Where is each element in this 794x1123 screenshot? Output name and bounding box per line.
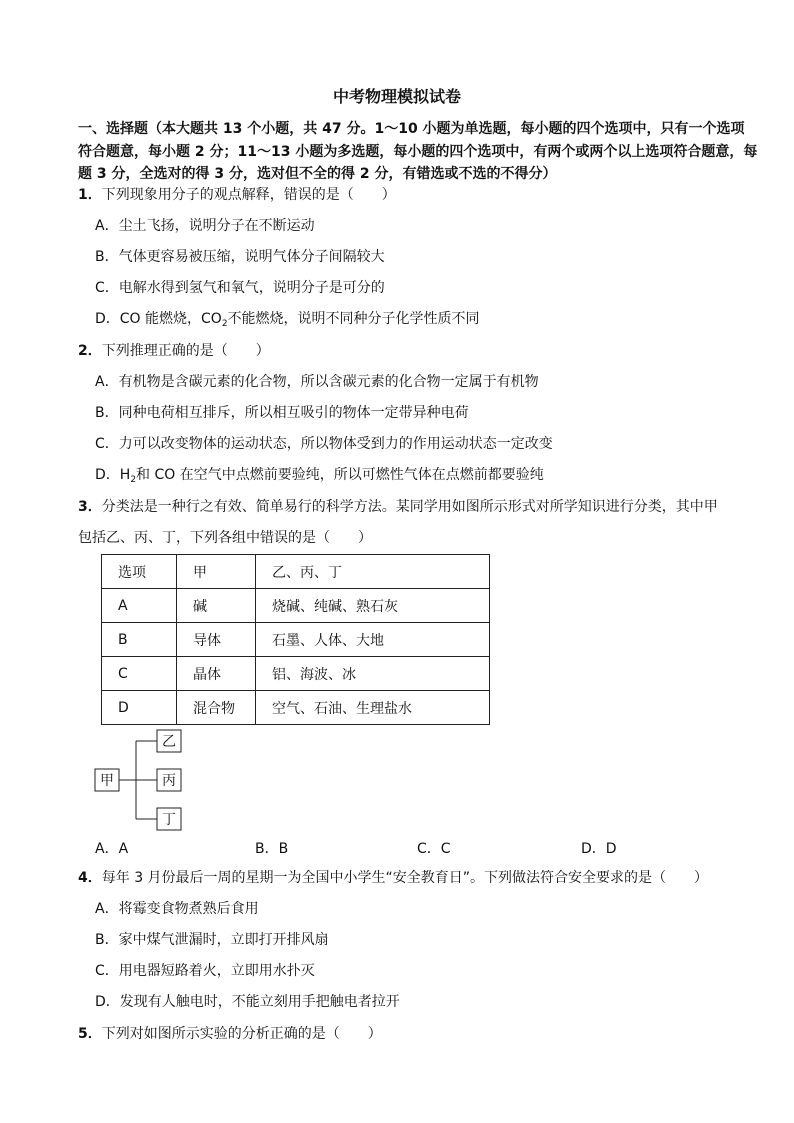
question-number: 4．: [78, 870, 102, 886]
question-3: [78, 497, 718, 517]
diagram-root-label: 甲: [100, 773, 114, 789]
option-text: D．CO 能燃烧，CO: [95, 311, 222, 327]
question-stem: 分类法是一种行之有效、简单易行的科学方法。某同学用如图所示形式对所学知识进行分类，其中甲: [101, 499, 718, 515]
q3-option-a: A．A: [95, 841, 129, 857]
table-cell: 碱: [177, 589, 256, 623]
table-row: [102, 623, 490, 657]
q1-option-d: [95, 309, 480, 334]
q2-option-a: A．有机物是含碳元素的化合物，所以含碳元素的化合物一定属于有机物: [95, 374, 539, 390]
question-number: 3．: [78, 499, 102, 515]
table-row: [102, 589, 490, 623]
section-heading: 一、选择题（本大题共 13 个小题，共 47 分。1～10 小题为单选题，每小题的四个选项中，只有一个选项符合题意，每小题 2 分；11～13 小题为多选题，每小题的四个选项中，有两个或两个以上选项符合题意，每题 3 分，全选对的得 3 分，选对但不全的得 2 分，有错选或不选的不得分）: [78, 121, 758, 182]
question-stem: 下列推理正确的是（ ）: [101, 343, 270, 359]
option-text: 不能燃烧，说明不同种分子化学性质不同: [227, 311, 480, 327]
subscript: 2: [221, 319, 228, 329]
q1-option-b: B．气体更容易被压缩，说明气体分子间隔较大: [95, 249, 385, 265]
question-number: 2．: [78, 343, 102, 359]
question-3-stem-line2: 包括乙、丙、丁，下列各组中错误的是（ ）: [78, 530, 372, 546]
q4-option-a: A．将霉变食物煮熟后食用: [95, 901, 259, 917]
q4-option-b: B．家中煤气泄漏时，立即打开排风扇: [95, 932, 329, 948]
q3-option-c: C．C: [417, 841, 451, 857]
option-text: 和 CO 在空气中点燃前要验纯，所以可燃性气体在点燃前都要验纯: [136, 467, 544, 483]
table-cell: 导体: [177, 623, 256, 657]
table-row: [102, 691, 490, 725]
question-1: [78, 185, 396, 205]
diagram-child-label: 乙: [162, 734, 176, 750]
table-cell: 烧碱、纯碱、熟石灰: [256, 589, 490, 623]
q4-option-d: D．发现有人触电时，不能立刻用手把触电者拉开: [95, 994, 400, 1010]
table-cell: 晶体: [177, 657, 256, 691]
diagram-child-label: 丁: [162, 812, 176, 828]
q2-option-c: C．力可以改变物体的运动状态，所以物体受到力的作用运动状态一定改变: [95, 436, 553, 452]
table-cell: B: [102, 623, 177, 657]
diagram-child-label: 丙: [162, 773, 176, 789]
q2-option-b: B．同种电荷相互排斥，所以相互吸引的物体一定带异种电荷: [95, 405, 469, 421]
table-header-cell: 选项: [102, 555, 177, 589]
question-4: [78, 868, 708, 888]
q3-option-b: B．B: [255, 841, 289, 857]
question-2: [78, 341, 270, 361]
table-cell: 石墨、人体、大地: [256, 623, 490, 657]
table-row: [102, 657, 490, 691]
table-cell: 铝、海波、冰: [256, 657, 490, 691]
question-5: [78, 1024, 382, 1044]
classification-table: [101, 554, 490, 725]
table-cell: D: [102, 691, 177, 725]
page-title: 中考物理模拟试卷: [332, 87, 461, 106]
table-cell: 混合物: [177, 691, 256, 725]
question-number: 1．: [78, 187, 102, 203]
table-header-row: [102, 555, 490, 589]
question-stem: 下列现象用分子的观点解释，错误的是（ ）: [101, 187, 396, 203]
question-stem: 每年 3 月份最后一周的星期一为全国中小学生“安全教育日”。下列做法符合安全要求的是（ ）: [101, 870, 709, 886]
q2-option-d: [95, 465, 544, 490]
question-number: 5．: [78, 1026, 102, 1042]
table-header-cell: 乙、丙、丁: [256, 555, 490, 589]
q3-option-d: D．D: [581, 841, 617, 857]
table-cell: 空气、石油、生理盐水: [256, 691, 490, 725]
question-stem: 下列对如图所示实验的分析正确的是（ ）: [101, 1026, 382, 1042]
option-text: D．H: [95, 467, 131, 483]
table-cell: C: [102, 657, 177, 691]
q1-option-c: C．电解水得到氢气和氧气，说明分子是可分的: [95, 280, 385, 296]
q4-option-c: C．用电器短路着火，立即用水扑灭: [95, 963, 315, 979]
q1-option-a: A．尘土飞扬，说明分子在不断运动: [95, 218, 315, 234]
table-cell: A: [102, 589, 177, 623]
subscript: 2: [130, 475, 137, 485]
classification-diagram: [94, 728, 194, 834]
table-header-cell: 甲: [177, 555, 256, 589]
